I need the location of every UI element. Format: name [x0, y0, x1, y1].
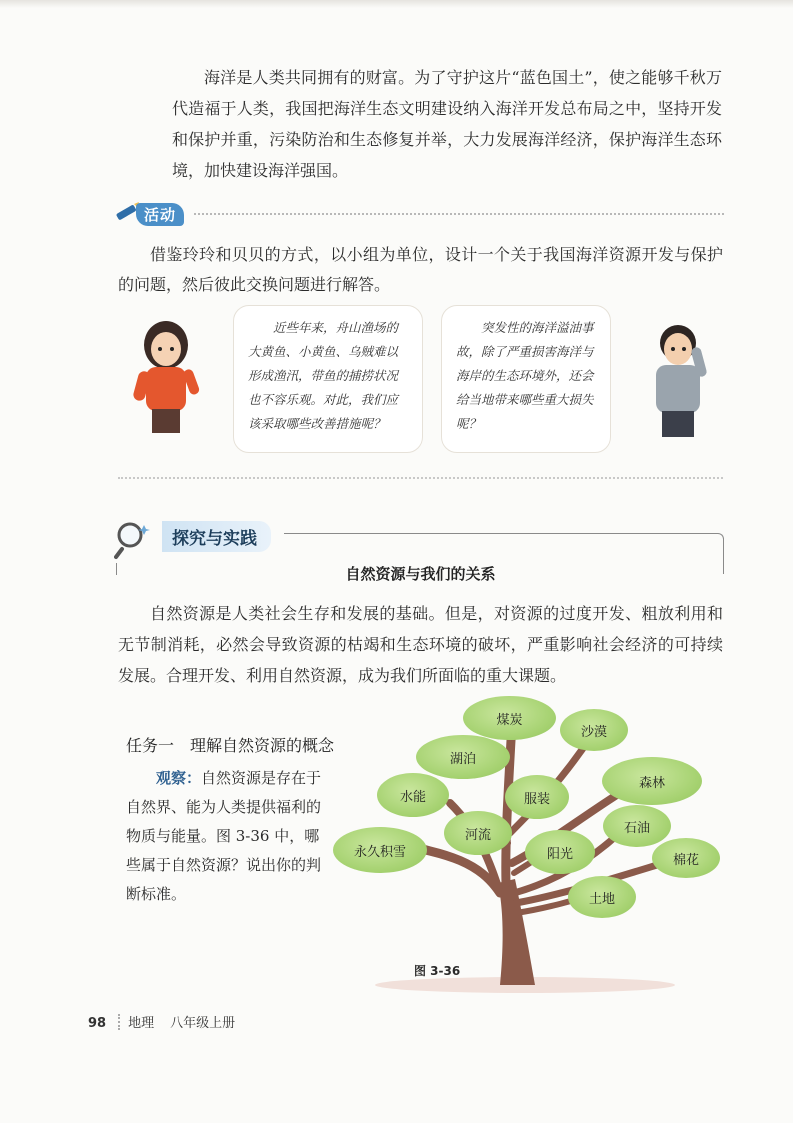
girl-character-icon — [126, 315, 208, 445]
activity-divider — [194, 213, 724, 215]
bubble-right-text: 突发性的海洋溢油事故，除了严重损害海洋与海岸的生态环境外，还会给当地带来哪些重大损失呢？ — [456, 320, 594, 431]
page-top-shadow — [0, 0, 793, 8]
footer-dots — [110, 1014, 120, 1030]
leaf-lake: 湖泊 — [416, 735, 510, 779]
speech-bubble-right — [441, 305, 611, 453]
task-label: 任务一 — [126, 736, 175, 755]
leaf-river: 河流 — [444, 811, 512, 855]
magnifier-icon — [114, 519, 154, 561]
leaf-forest: 森林 — [602, 757, 702, 805]
observe-block — [126, 764, 326, 909]
leaf-hydropower: 水能 — [377, 773, 449, 817]
leaf-cotton: 棉花 — [652, 838, 720, 878]
task-heading — [126, 733, 350, 756]
dialogue-scene — [118, 305, 723, 460]
speech-bubble-left — [233, 305, 423, 453]
leaf-clothing: 服装 — [505, 775, 569, 819]
bubble-left-text: 近些年来，舟山渔场的大黄鱼、小黄鱼、乌贼难以形成渔汛，带鱼的捕捞状况也不容乐观。对此，我们应该采取哪些改善措施呢？ — [248, 320, 399, 431]
leaf-oil: 石油 — [603, 805, 671, 847]
boy-character-icon — [638, 317, 718, 445]
observe-lead: 观察： — [156, 769, 202, 787]
footer-book: 八年级上册 — [170, 1016, 236, 1031]
section-title: 自然资源与我们的关系 — [345, 565, 496, 583]
intro-paragraph: 海洋是人类共同拥有的财富。为了守护这片“蓝色国土”，使之能够千秋万代造福于人类，我国把海洋生态文明建设纳入海洋开发总布局之中，坚持开发和保护并重，污染防治和生态修复并举，大力发展海洋经济，保护海洋生态环境，加快建设海洋强国。 — [172, 68, 722, 180]
leaf-sunlight: 阳光 — [525, 830, 595, 874]
activity-instructions — [118, 240, 723, 300]
leaf-permanent-snow: 永久积雪 — [333, 827, 427, 873]
figure-caption: 图 3-36 — [414, 964, 461, 978]
observe-text: 自然资源是存在于自然界、能为人类提供福利的物质与能量。图 3-36 中，哪些属于自然资源？说出你的判断标准。 — [126, 769, 322, 903]
leaf-coal: 煤炭 — [463, 696, 556, 740]
activity-header — [114, 199, 724, 229]
resource-tree-figure — [330, 693, 725, 993]
explore-title: 探究与实践 — [162, 521, 271, 552]
leaf-desert: 沙漠 — [560, 709, 628, 751]
page-footer — [88, 1012, 235, 1031]
task-name: 理解自然资源的概念 — [190, 736, 335, 755]
activity-badge: 活动 — [136, 203, 184, 226]
intro-section — [172, 62, 722, 186]
page-number: 98 — [88, 1016, 107, 1031]
section-divider — [118, 477, 723, 479]
explore-paragraph: 自然资源是人类社会生存和发展的基础。但是，对资源的过度开发、粗放利用和无节制消耗，必然会导致资源的枯竭和生态环境的破坏，严重影响社会经济的可持续发展。合理开发、利用自然资源，成为我们所面临的重大课题。 — [118, 604, 723, 685]
explore-body — [118, 598, 723, 691]
explore-frame-left — [116, 563, 117, 575]
activity-paragraph: 借鉴玲玲和贝贝的方式，以小组为单位，设计一个关于我国海洋资源开发与保护的问题，然后彼此交换问题进行解答。 — [118, 245, 723, 294]
footer-subject: 地理 — [128, 1016, 155, 1031]
leaf-land: 土地 — [568, 876, 636, 918]
